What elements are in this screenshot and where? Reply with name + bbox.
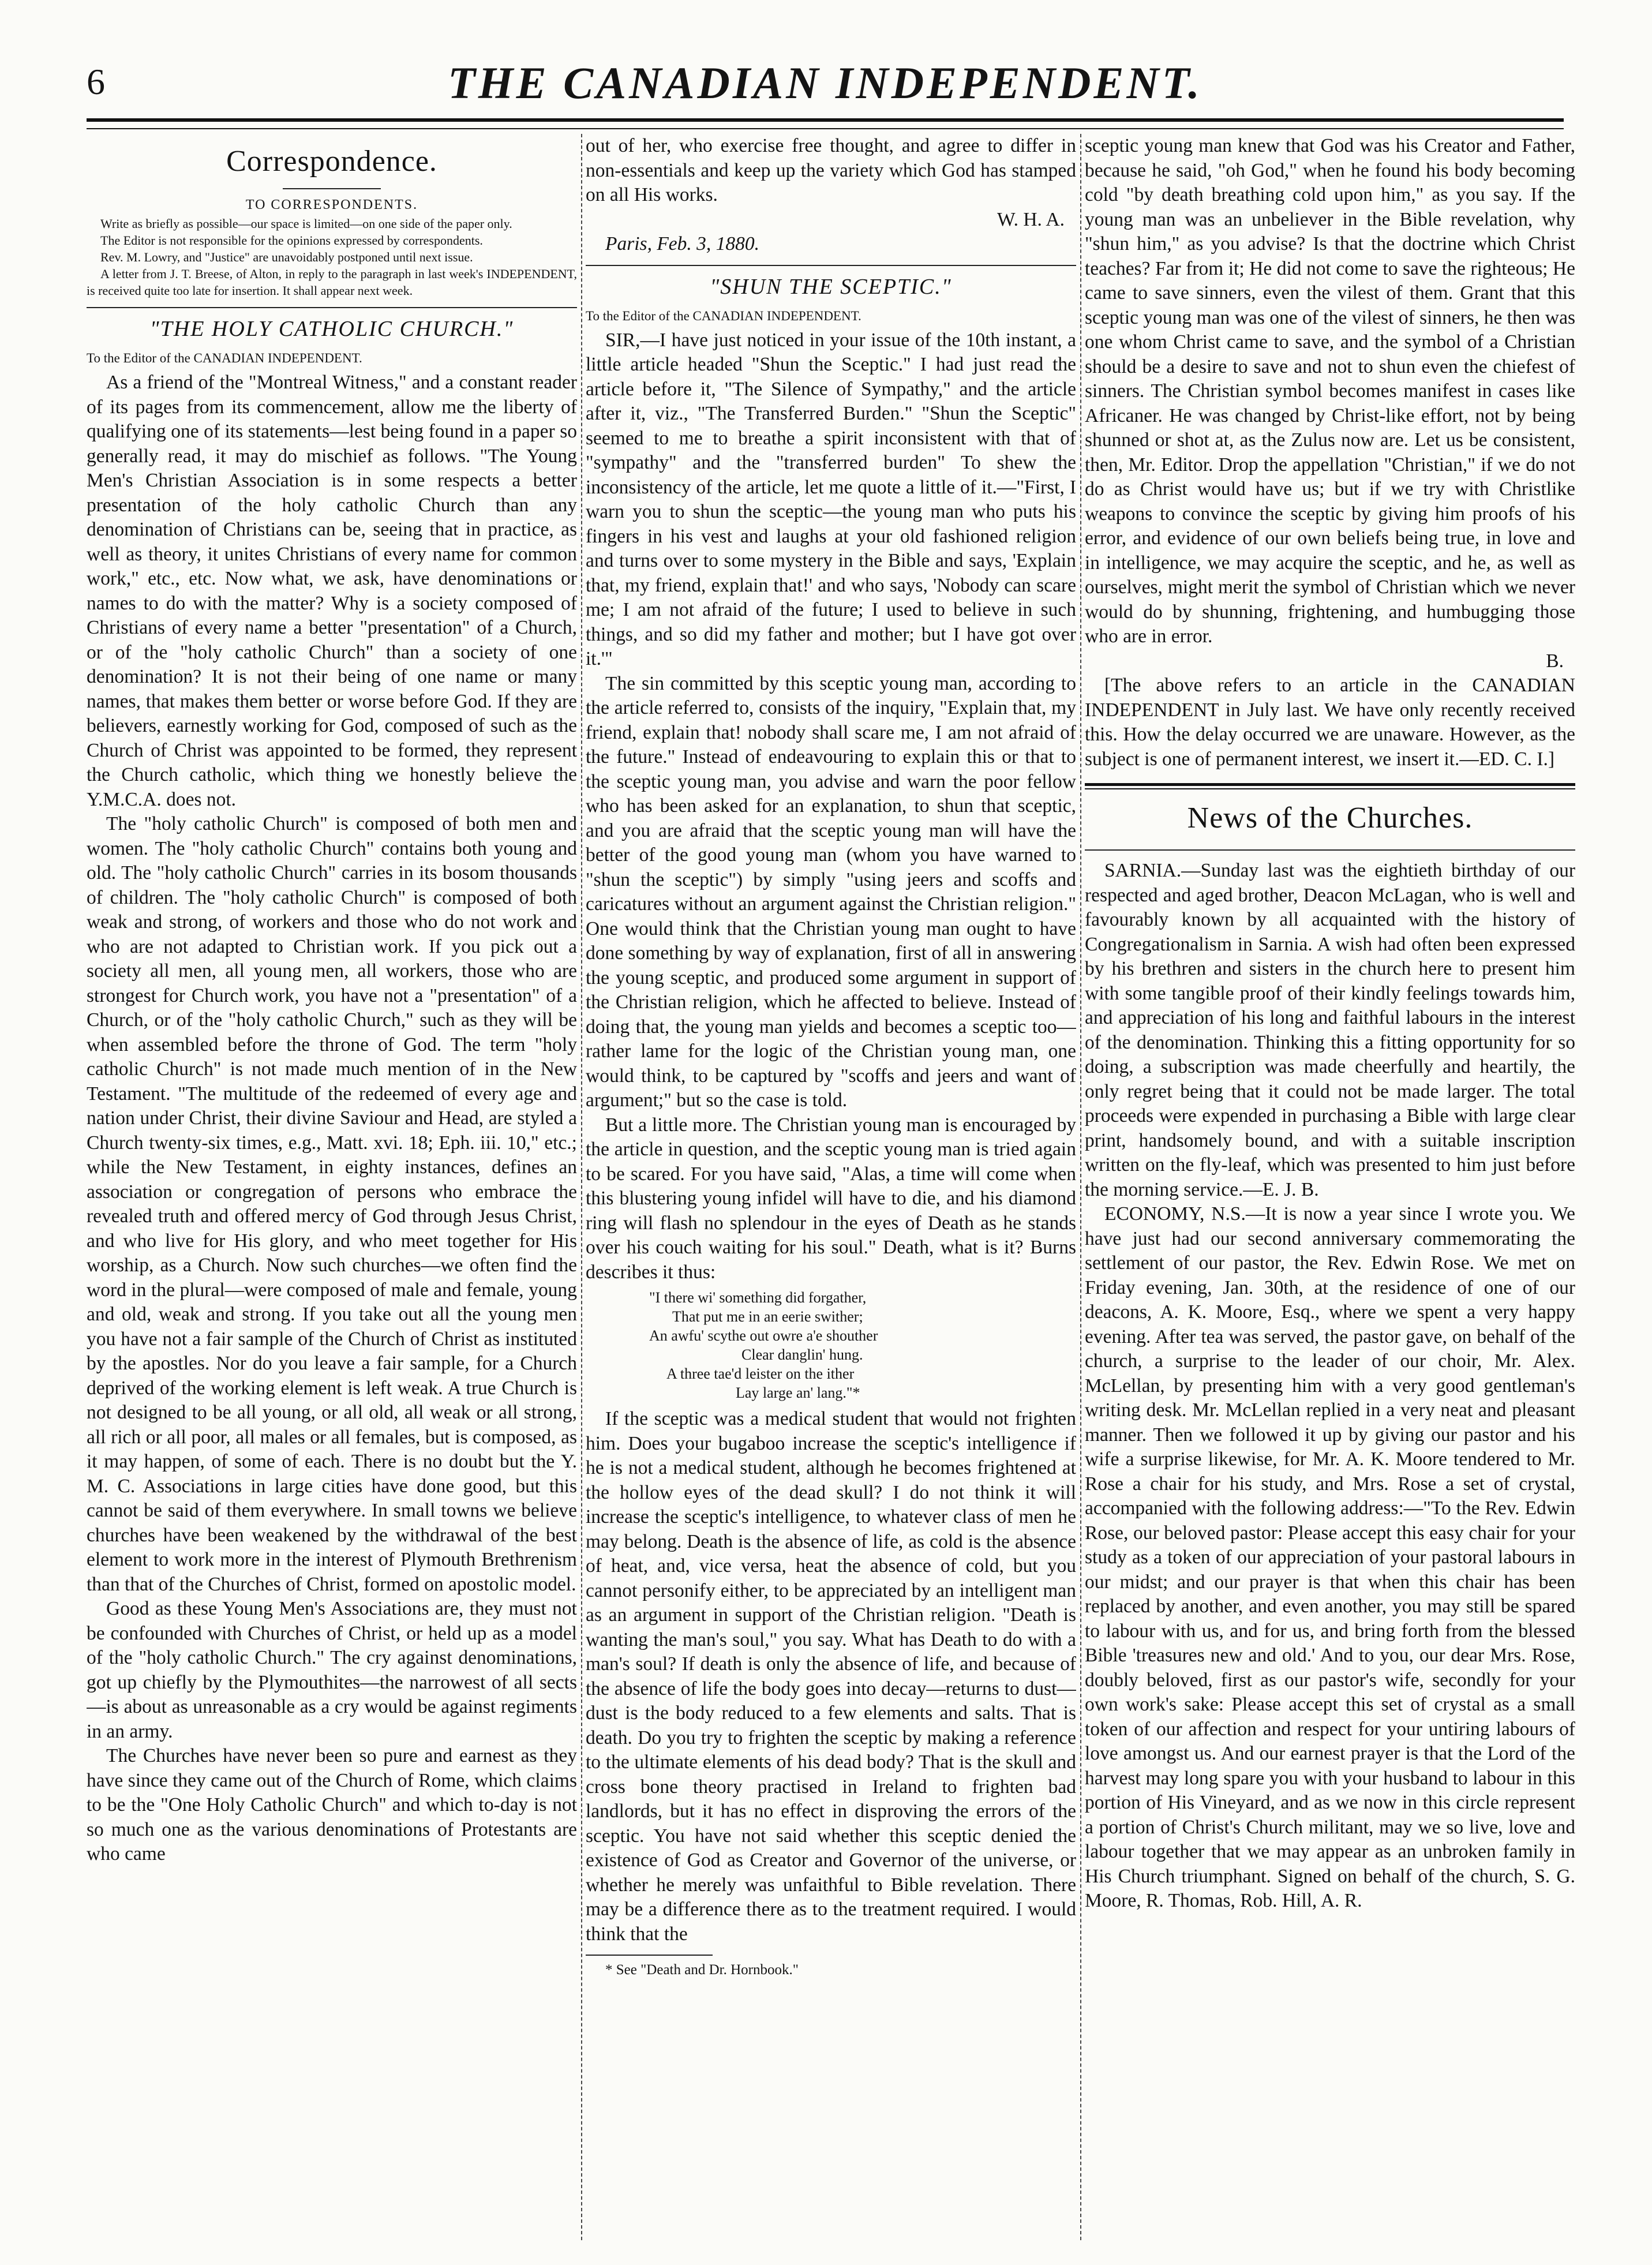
column-divider <box>581 134 582 2240</box>
notices-heading: TO CORRESPONDENTS. <box>245 197 418 212</box>
section-title-correspondence <box>87 138 577 185</box>
column-divider <box>1080 134 1081 2240</box>
notice: Write as briefly as possible—our space is limited—on one side of the paper only. <box>100 216 512 231</box>
poem-line: "I there wi' something did forgather, <box>649 1289 867 1306</box>
news-item-place: ECONOMY, N.S. <box>1104 1203 1246 1225</box>
poem-quotation <box>649 1288 1076 1402</box>
paragraph: If the sceptic was a medical student that would not frighten him. Does your bugaboo increase the sceptic's intelligence if he is not a medical student, although he becomes frightened at the hollow eyes of the dead skull? I do not think it will increase the sceptic's intelligence, to whatever class of men he may belong. Death is the absence of life, as cold is the absence of heat, and, vice versa, heat the absence of cold, but you cannot personify either, to be appreciated by an intelligent man as an argument in support of the Christian religion. "Death is wanting the man's soul," you say. What has Death to do with a man's soul? If death is only the absence of life, and because of the absence of life the body goes into decay—returns to dust—dust is the body reduced to a few elements and salts. That is death. Do you try to frighten the sceptic by making a reference to the ultimate elements of his dead body? That is the skull and cross bone theory practised in Ireland to frighten bad landlords, but it has no effect in disproving the errors of the sceptic. You have not said whether this sceptic denied the existence of God as Creator and Governor of the universe, or whether he merely was unfaithful to Bible revelation. There may be a difference there as to the treatment required. I would think that the <box>586 1408 1076 1945</box>
footnote: * See "Death and Dr. Hornbook." <box>605 1962 799 1978</box>
notice: Rev. M. Lowry, and "Justice" are unavoidably postponed until next issue. <box>100 250 473 264</box>
news-item <box>1085 1202 1575 1914</box>
paragraph: SIR,—I have just noticed in your issue of the 10th instant, a little article headed "Shun the Sceptic." I had just read the article before it, "The Silence of Sympathy," and the article after it, viz., "The Transferred Burden." "Shun the Sceptic" seemed to me to breathe a spirit inconsistent with that of "sympathy" and the "transferred burden" To shew the inconsistency of the article, let me quote a little of it.—"First, I warn you to shun the sceptic—the young man who puts his fingers in his vest and laughs at your old fashioned religion and turns over to some mystery in the Bible and says, 'Explain that, my friend, explain that!' and who says, 'Nobody can scare me; I am not afraid of the future; I used to believe in such things, and so did my father and mother; but I have got over it.'" <box>586 329 1076 669</box>
paragraph: But a little more. The Christian young man is encouraged by the article in question, and the sceptic young man is tried again to be scared. For you have said, "Alas, a time will come when this blustering young infidel will have to die, and his diamond ring will flash no splendour in the eyes of Death as he stands over his couch waiting for his soul." Death, what is it? Burns describes it thus: <box>586 1114 1076 1283</box>
masthead-rule-thin <box>87 128 1564 129</box>
news-item <box>1085 859 1575 1202</box>
poem-line: Lay large an' lang."* <box>736 1384 860 1401</box>
dateline <box>586 232 1076 257</box>
paper-title: THE CANADIAN INDEPENDENT. <box>448 58 1203 108</box>
divider <box>87 307 577 308</box>
divider <box>586 265 1076 266</box>
poem-line: Clear danglin' hung. <box>741 1346 863 1363</box>
divider <box>283 188 381 189</box>
notice: The Editor is not responsible for the opinions expressed by correspondents. <box>100 233 483 248</box>
paragraph: The Churches have never been so pure and earnest as they have since they came out of the Church of Rome, which claims to be the "One Holy Catholic Church" and which to-day is not so much one as the various denominations of Protestants are who came <box>87 1745 577 1865</box>
section-title-text: Correspondence. <box>226 145 437 178</box>
article-title: "SHUN THE SCEPTIC." <box>710 274 952 299</box>
address-line: To the Editor of the CANADIAN INDEPENDENT. <box>87 351 362 365</box>
section-title-news <box>1085 795 1575 841</box>
address-line: To the Editor of the CANADIAN INDEPENDENT. <box>586 308 861 323</box>
editor-note: [The above refers to an article in the CANADIAN INDEPENDENT in July last. We have only recently received this. How the delay occurred we are unaware. However, as the subject is one of permanent interest, we insert it.—ED. C. I.] <box>1085 675 1575 770</box>
poem-line: That put me in an eerie swither; <box>672 1308 863 1325</box>
dateline-text: Paris, Feb. 3, 1880. <box>605 233 760 254</box>
signature: W. H. A. <box>997 208 1065 230</box>
poem-line: An awfu' scythe out owre a'e shouther <box>649 1327 878 1344</box>
paragraph: As a friend of the "Montreal Witness," and a constant reader of its pages from its commencement, allow me the liberty of qualifying one of its statements—lest being found in a paper so generally read, it may do mischief as follows. "The Young Men's Christian Association is in some respects a better presentation of the holy catholic Church than any denomination of Christians can be, seeing that in practice, as well as theory, it unites Christians of every name for common work," etc., etc. Now what, we ask, have denominations or names to do with the matter? Why is a society composed of Christians of every name a better "presentation" of a Church, or of the "holy catholic Church" than a society of one denomination? It is not their being of one name or many names, that makes them better or worse before God. If they are believers, earnestly working for God, composed of such as the Church of Christ was appointed to be formed, they represent the Church catholic, which thing we honestly believe the Y.M.C.A. does not. <box>87 372 577 810</box>
paragraph: sceptic young man knew that God was his Creator and Father, because he said, "oh God," when he found his body becoming cold "by death breathing cold upon him," as you say. If the young man was an unbeliever in the Bible revelation, why "shun him," as you advise? Is that the doctrine which Christ teaches? Far from it; He did not come to save the righteous; He came to save sinners, even the vilest of them. Grant that this sceptic young man was one of the vilest of sinners, he then was one whom Christ came to save, and the symbol of a Christian should be a desire to save and not to shun even the chiefest of sinners. The Christian symbol becomes manifest in cases like Africaner. He was changed by Christ-like effort, not by being shunned or shot at, as the Zulus now are. Let us be consistent, then, Mr. Editor. Drop the appellation "Christian," if we do not do as Christ would have us; but if we try with Christlike weapons to convince the sceptic by giving him proofs of his error, and evidence of our own beliefs being true, in love and in intelligence, we may acquire the sceptic, and he, as well as ourselves, might merit the symbol of Christian which we never would do by shunning, frightening, and humbugging those who are in error. <box>1085 135 1575 647</box>
notice: A letter from J. T. Breese, of Alton, in reply to the paragraph in last week's INDEPENDENT, is received quite too late for insertion. It shall appear next week. <box>87 267 577 298</box>
divider <box>1085 783 1575 789</box>
footnote-divider <box>586 1955 713 1956</box>
page-number: 6 <box>87 61 105 102</box>
column-2 <box>586 134 1076 2252</box>
paragraph: The sin committed by this sceptic young man, according to the article referred to, consists of the inquiry, "Explain that, my friend, explain that! nobody shall scare me, I am not afraid of the future." Instead of endeavouring to explain this or that to the sceptic young man, you advise and warn the poor fellow who has been asked for an explanation, to shun that sceptic, and you are afraid that the sceptic young man will have the better of the good young man (whom you have warned to "shun the sceptic") by simply "using jeers and scoffs and caricatures without an argument against the Christian religion." One would think that the Christian young man ought to have done something by way of explanation, first of all in answering the young sceptic, and produced some argument in support of the Christian religion, which he affected to believe. Instead of doing that, the young man yields and becomes a sceptic too—rather lame for the logic of the Christian young man, one would think, to be captured by "scoffs and jeers and want of argument;" but so the case is told. <box>586 672 1076 1111</box>
divider <box>1085 849 1575 851</box>
news-item-text: —Sunday last was the eightieth birthday of our respected and aged brother, Deacon McLagan, who is well and favourably known by all acquainted with the history of Congregationalism in Sarnia. A wish had often been expressed by his brethren and sisters in the church here to present him with some tangible proof of their kindly feelings towards him, and appreciation of his long and faithful labours in the interest of the denomination. Thinking this a fitting opportunity for so doing, a subscription was made cheerfully and heartily, the only regret being that it could not be made larger. The total proceeds were expended in purchasing a Bible with large clear print, handsomely bound, and with a suitable inscription written on the fly-leaf, which was presented to him just before the morning service.—E. J. B. <box>1085 860 1575 1200</box>
column-1 <box>87 134 577 2252</box>
masthead <box>87 55 1564 113</box>
paragraph: The "holy catholic Church" is composed of both men and women. The "holy catholic Church" contains both young and old. The "holy catholic Church" carries in its bosom thousands of children. The "holy catholic Church" is composed of both weak and strong, of workers and those who do not work and who are not adapted to Christian work. If you pick out a society all men, all young men, all workers, those who are strongest for Church work, you have not a "presentation" of a Church, or of the "holy catholic Church," such as they will be when assembled before the throne of God. The term "holy catholic Church" is not made much mention of in the New Testament. "The multitude of the redeemed of every age and nation under Christ, their divine Saviour and Head, are styled a Church twenty-six times, e.g., Matt. xvi. 18; Eph. iii. 10," etc.; while the New Testament, in eighty instances, defines an association or congregation of persons who embrace the revealed truth and offered mercy of God through Jesus Christ, and who live for His glory, and who meet together for His worship, as a Church. Now such churches—we often find the word in the plural—were composed of male and female, young and old, weak and strong. If you take out all the young men you have not a fair sample of the Church of Christ as instituted by the apostles. Nor do you leave a fair sample, for a Church deprived of the working element is left weak. A true Church is not designed to be all young, or all old, all weak or all strong, all rich or all poor, all males or all females, but is composed, as it may happen, of some of each. There is no doubt but the Y. M. C. Associations in large cities have done good, but this cannot be said of them everywhere. In small towns we believe churches have been weakened by the withdrawal of the best element to work more in the interest of Plymouth Brethrenism than that of the Churches of Christ, formed on apostolic model. <box>87 813 577 1595</box>
paragraph: out of her, who exercise free thought, and agree to differ in non-essentials and keep up the variety which God has stamped on all His works. <box>586 135 1076 205</box>
signature: B. <box>1546 650 1564 672</box>
news-item-text: —It is now a year since I wrote you. We have just had our second anniversary commemorating the settlement of our pastor, the Rev. Edwin Rose. We met on Friday evening, Jan. 30th, at the residence of one of our deacons, A. K. Moore, Esq., where we spent a very happy evening. After tea was served, the pastor gave, on behalf of the church, a surprise to the leader of our choir, Mr. Alex. McLellan, by presenting him with a very good gentleman's writing desk. Mr. McLellan replied in a very neat and pleasant manner. Then we followed it up by giving our pastor and his wife a surprise likewise, for Mr. A. K. Moore tendered to Mr. Rose a chair for his study, and Mrs. Rose a set of crystal, accompanied with the following address:—"To the Rev. Edwin Rose, our beloved pastor: Please accept this easy chair for your study as a token of our appreciation of your pastoral labours in our midst; and our prayer is that when this chair has been replaced by another, and even another, you may still be spared to labour with us, and for us, and bring forth from the blessed Bible 'treasures new and old.' And to you, our dear Mrs. Rose, doubly beloved, first as our pastor's wife, secondly for your own work's sake: Please accept this set of crystal as a small token of our affection and respect for your untiring labours of love amongst us. And our earnest prayer is that the Lord of the harvest may long spare you with your husband to labour in this portion of His Vineyard, and as we now in this circle represent a portion of Christ's Church militant, may we so live, love and labour together that we may appear as an unbroken family in His Church triumphant. Signed on behalf of the church, S. G. Moore, R. Thomas, Rob. Hill, A. R. <box>1085 1203 1575 1911</box>
masthead-rule <box>87 118 1564 122</box>
paragraph: Good as these Young Men's Associations are, they must not be confounded with Churches of Christ, or held up as a model of the "holy catholic Church." The cry against denominations, got up chiefly by the Plymouthites—the narrowest of all sects—is about as unreasonable as a cry would be against regiments in an army. <box>87 1598 577 1742</box>
column-3 <box>1085 134 1575 2252</box>
poem-line: A three tae'd leister on the ither <box>666 1365 855 1382</box>
article-title: "THE HOLY CATHOLIC CHURCH." <box>149 317 514 341</box>
section-title-text: News of the Churches. <box>1187 802 1473 834</box>
news-item-place: SARNIA. <box>1104 860 1182 881</box>
